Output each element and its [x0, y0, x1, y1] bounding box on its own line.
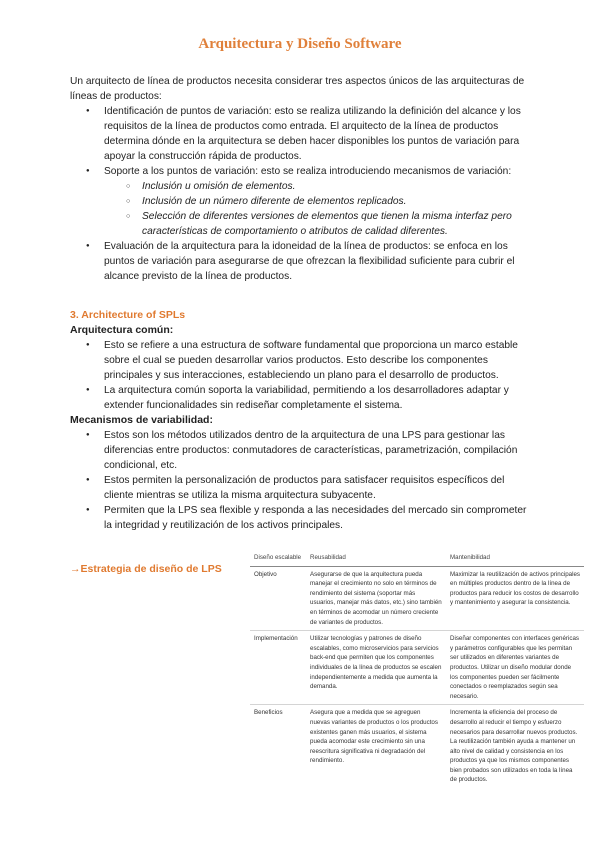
variability-list	[70, 428, 530, 533]
page-title: Arquitectura y Diseño Software	[198, 36, 402, 52]
table-cell: Objetivo	[250, 566, 306, 631]
aspects-section	[70, 74, 530, 284]
aspects-list	[70, 104, 530, 284]
section-heading: 3. Architecture of SPLs	[70, 309, 186, 321]
table-cell: Beneficios	[254, 709, 283, 717]
design-strategy-table	[250, 550, 584, 788]
list-item: ● Evaluación de la arquitectura para la idoneidad de la línea de productos: se enfoca en los puntos de variación para asegurarse de que ofrezcan la flexibilidad suficiente para cubrir el alcance previsto de la línea de productos.	[70, 239, 530, 284]
sub-list-item: ○ Selección de diferentes versiones de elementos que tienen la misma interfaz pero características de comportamiento o atributos de calidad diferentes.	[70, 209, 530, 239]
table-header: Reusabilidad	[306, 550, 446, 566]
architecture-section	[70, 308, 530, 533]
table-row	[250, 566, 584, 631]
table-row	[250, 631, 584, 705]
common-architecture-heading: Arquitectura común:	[70, 324, 174, 336]
list-item: ● Estos son los métodos utilizados dentro de la arquitectura de una LPS para gestionar las diferencias entre productos: conmutadores de características, parametrización, compilación condicional, etc.	[70, 428, 530, 473]
table-cell: Diseñar componentes con interfaces genéricas y parámetros configurables que les permitan ser utilizados en diferentes variantes de productos. Utilizar un diseño modular donde los componentes pueden ser fácilmente conectados o reemplazados según sea necesario.	[446, 631, 584, 705]
table-cell: Implementación	[250, 631, 306, 705]
list-item: ● Soporte a los puntos de variación: esto se realiza introduciendo mecanismos de variación:	[70, 164, 530, 179]
table-cell: Utilizar tecnologías y patrones de diseño escalables, como microservicios para servicios back-end que permiten que los componentes individuales de la línea de productos se escalen independientemente a medida que aumenta la demanda.	[306, 631, 446, 705]
list-item: ● Identificación de puntos de variación: esto se realiza utilizando la definición del alcance y los requisitos de la línea de productos como entrada. El arquitecto de la línea de productos determina dónde en la arquitectura se deben hacer disponibles los puntos de variación para apoyar la construcción rápida de productos.	[70, 104, 530, 164]
table-cell: Incrementa la eficiencia del proceso de desarrollo al reducir el tiempo y esfuerzo necesarios para desarrollar nuevos productos. La reutilización también ayuda a mantener un alto nivel de calidad y consistencia en los productos ya que los mismos componentes bien probados son utilizados en toda la línea de productos.	[450, 709, 578, 784]
table-cell: Maximizar la reutilización de activos principales en múltiples productos dentro de la línea de productos para reducir los costos de desarrollo y mantenimiento y asegurar la consistencia.	[446, 566, 584, 631]
strategy-label: →Estrategia de diseño de LPS	[70, 563, 222, 575]
list-item: ● Esto se refiere a una estructura de software fundamental que proporciona un marco estable sobre el cual se pueden desarrollar varios productos. Esto describe los componentes principales y sus interacciones, estableciendo un plano para el desarrollo de productos.	[70, 338, 530, 383]
common-architecture-list	[70, 338, 530, 413]
table-header: Diseño escalable	[250, 550, 306, 566]
sub-list-item: ○ Inclusión u omisión de elementos.	[70, 179, 530, 194]
list-item: ● Estos permiten la personalización de productos para satisfacer requisitos específicos del cliente mientras se utiliza la misma arquitectura subyacente.	[70, 473, 530, 503]
list-item: ● La arquitectura común soporta la variabilidad, permitiendo a los desarrolladores adaptar y extender funcionalidades sin rediseñar completamente el sistema.	[70, 383, 530, 413]
sub-list-item: ○ Inclusión de un número diferente de elementos replicados.	[70, 194, 530, 209]
table-header: Mantenibilidad	[446, 550, 584, 566]
table-header-row	[250, 550, 584, 566]
table-cell: Asegurarse de que la arquitectura pueda manejar el crecimiento no solo en términos de rendimiento del sistema (soportar más usuarios, manejar más datos, etc.) sino también en términos de acomodar un número creciente de variantes de productos.	[306, 566, 446, 631]
list-item: ● Permiten que la LPS sea flexible y responda a las necesidades del mercado sin comprometer la integridad y reutilización de los activos principales.	[70, 503, 530, 533]
intro-paragraph: Un arquitecto de línea de productos necesita considerar tres aspectos únicos de las arquitecturas de líneas de productos:	[70, 76, 525, 102]
table-cell: Asegura que a medida que se agreguen nuevas variantes de productos o los productos existentes ganen más usuarios, el sistema pueda acomodar este crecimiento sin una reescritura significativa ni degradación del rendimiento.	[310, 709, 438, 765]
variability-heading: Mecanismos de variabilidad:	[70, 414, 213, 426]
table-row	[250, 705, 584, 788]
